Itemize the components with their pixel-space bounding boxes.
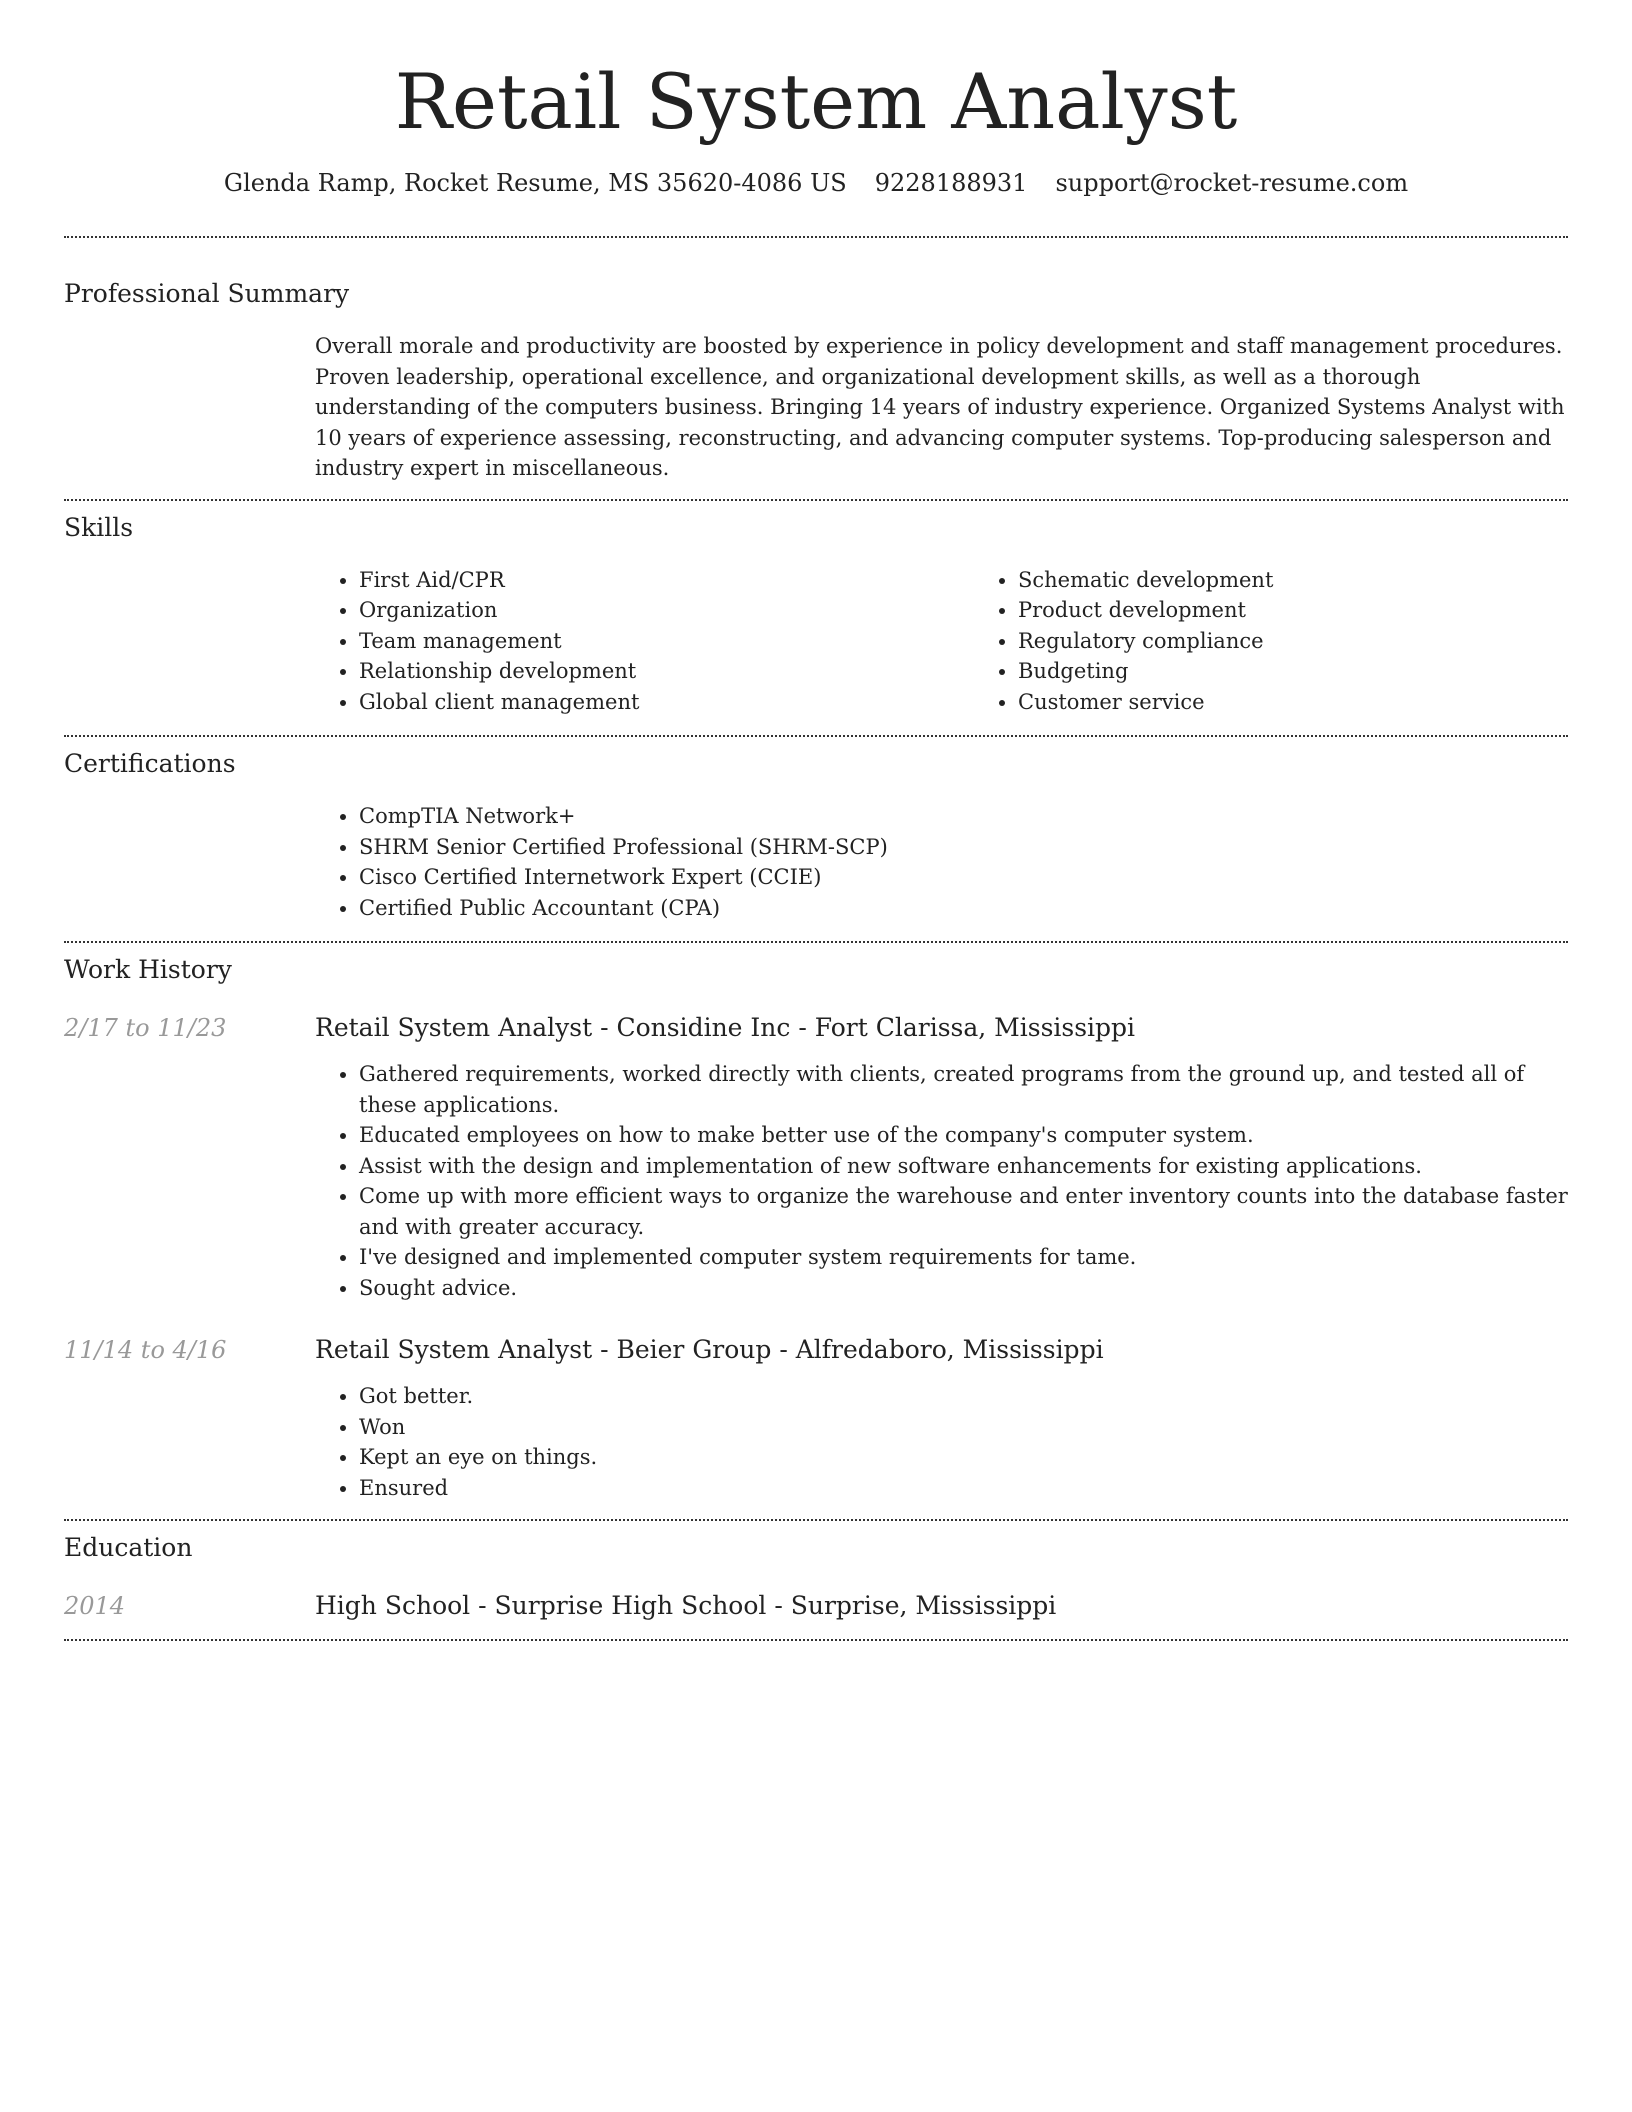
education-entry bbox=[64, 1589, 1568, 1623]
skills-list-right bbox=[974, 565, 1632, 718]
skill-item: • Customer service bbox=[1018, 687, 1632, 718]
job-bullet: • Come up with more efficient ways to organize the warehouse and enter inventory counts into the database faster and with greater accuracy. bbox=[359, 1181, 1568, 1242]
skill-item: • Regulatory compliance bbox=[1018, 626, 1632, 657]
job-bullet: • Gathered requirements, worked directly with clients, created programs from the ground up, and tested all of these applications. bbox=[359, 1059, 1568, 1120]
skill-item: • Budgeting bbox=[1018, 656, 1632, 687]
job-bullet: • Assist with the design and implementation of new software enhancements for existing applications. bbox=[359, 1151, 1568, 1182]
job-bullet: • Educated employees on how to make better use of the company's computer system. bbox=[359, 1120, 1568, 1151]
job-heading: Retail System Analyst - Beier Group - Alfredaboro, Mississippi bbox=[315, 1335, 1104, 1364]
phone-text: 9228188931 bbox=[874, 169, 1028, 197]
resume-page bbox=[64, 0, 1568, 1641]
job-bullet: • I've designed and implemented computer system requirements for tame. bbox=[359, 1242, 1568, 1273]
education-year: 2014 bbox=[64, 1592, 126, 1620]
skill-item: • Product development bbox=[1018, 595, 1632, 626]
job-bullet: • Ensured bbox=[359, 1473, 1568, 1504]
certification-item: • SHRM Senior Certified Professional (SHRM-SCP) bbox=[359, 832, 1568, 863]
skills-row bbox=[64, 565, 1568, 718]
job-bullet: • Kept an eye on things. bbox=[359, 1442, 1568, 1473]
job-dates: 2/17 to 11/23 bbox=[64, 1014, 227, 1042]
job-bullet: • Got better. bbox=[359, 1381, 1568, 1412]
skill-item: • First Aid/CPR bbox=[359, 565, 974, 596]
summary-row bbox=[64, 331, 1568, 484]
job-entry bbox=[64, 1011, 1568, 1303]
section-divider bbox=[64, 1639, 1568, 1641]
skill-item: • Organization bbox=[359, 595, 974, 626]
work-history-section bbox=[64, 943, 1568, 1503]
summary-heading: Professional Summary bbox=[64, 279, 350, 308]
job-entry bbox=[64, 1333, 1568, 1503]
education-heading-text: High School - Surprise High School - Surprise, Mississippi bbox=[315, 1591, 1057, 1620]
address-text: Glenda Ramp, Rocket Resume, MS 35620-4086 US bbox=[223, 169, 847, 197]
certifications-section bbox=[64, 737, 1568, 923]
education-section bbox=[64, 1521, 1568, 1623]
summary-text: Overall morale and productivity are boosted by experience in policy development and staff management procedures. Proven leadership, operational excellence, and organizational development skills, as well as a thorough understanding of the computers business. Bringing 14 years of industry experience. Organized Systems Analyst with 10 years of experience assessing, reconstructing, and advancing computer systems. Top-producing salesperson and industry expert in miscellaneous. bbox=[315, 334, 1565, 480]
skills-heading: Skills bbox=[64, 512, 134, 542]
summary-spacer bbox=[64, 331, 315, 484]
skill-item: • Global client management bbox=[359, 687, 974, 718]
work-history-heading: Work History bbox=[64, 955, 232, 984]
resume-title: Retail System Analyst bbox=[394, 57, 1238, 146]
job-bullets bbox=[315, 1059, 1568, 1303]
job-heading: Retail System Analyst - Considine Inc - Fort Clarissa, Mississippi bbox=[315, 1013, 1136, 1042]
education-heading: Education bbox=[64, 1533, 193, 1562]
job-dates: 11/14 to 4/16 bbox=[64, 1336, 227, 1364]
certifications-spacer bbox=[64, 801, 315, 923]
skills-list-left bbox=[315, 565, 974, 718]
certification-item: • CompTIA Network+ bbox=[359, 801, 1568, 832]
skill-item: • Relationship development bbox=[359, 656, 974, 687]
certifications-heading: Certifications bbox=[64, 749, 236, 778]
certification-item: • Certified Public Accountant (CPA) bbox=[359, 893, 1568, 924]
job-bullets bbox=[315, 1381, 1568, 1503]
contact-line bbox=[64, 166, 1568, 200]
skills-spacer bbox=[64, 565, 315, 718]
skill-item: • Team management bbox=[359, 626, 974, 657]
summary-section bbox=[64, 238, 1568, 484]
job-bullet: • Sought advice. bbox=[359, 1273, 1568, 1304]
certifications-row bbox=[64, 801, 1568, 923]
certification-item: • Cisco Certified Internetwork Expert (CCIE) bbox=[359, 862, 1568, 893]
certifications-list bbox=[315, 801, 1568, 923]
email-text: support@rocket-resume.com bbox=[1055, 169, 1409, 197]
skills-section bbox=[64, 501, 1568, 718]
job-bullet: • Won bbox=[359, 1412, 1568, 1443]
skills-columns bbox=[315, 565, 1632, 718]
skill-item: • Schematic development bbox=[1018, 565, 1632, 596]
